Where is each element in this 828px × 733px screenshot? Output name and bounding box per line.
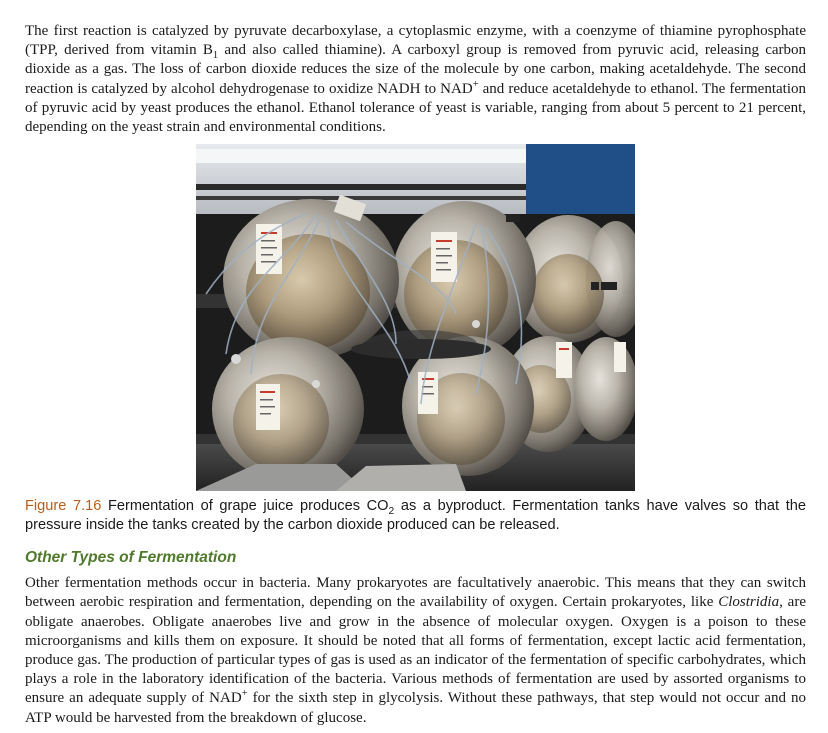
fermentation-tanks-photo bbox=[196, 144, 635, 491]
paragraph-text: and reduce acetaldehyde to ethanol. The fermentation of pyruvic acid by yeast produces the ethanol. Ethanol tolerance of yeast is variable, ranging from about 5 percent to 21 percent, depending on the yeast strain and environmental conditions. bbox=[25, 80, 806, 136]
fermentation-tanks-illustration bbox=[196, 144, 635, 491]
paragraph-text: The first reaction is catalyzed by pyruvate decarboxylase, a cytoplasmic enzyme, with a coenzyme of thiamine pyrophosphate (TPP, derived from vitamin B bbox=[25, 23, 806, 59]
paragraph-text: Other fermentation methods occur in bacteria. Many prokaryotes are facultatively anaerobic. This means that they can switch between aerobic respiration and fermentation, depending on the availability of oxygen. Certain prokaryotes, like bbox=[25, 575, 806, 611]
textbook-page bbox=[25, 22, 806, 728]
paragraph-other-fermentation bbox=[25, 574, 806, 728]
paragraph-text: , are obligate anaerobes. Obligate anaerobes live and grow in the absence of molecular oxygen. Oxygen is a poison to these microorganisms and kills them on exposure. It should be noted that all forms of fermentation, except lactic acid fermentation, produce gas. The production of particular types of gas is used as an indicator of the fermentation of specific carbohydrates, which plays a role in the laboratory identification of the bacteria. Various methods of fermentation are used by assorted organisms to ensure an adequate supply of NAD bbox=[25, 594, 806, 707]
italic-term: Clostridia bbox=[718, 594, 780, 611]
paragraph-text: for the sixth step in glycolysis. Without these pathways, that step would not occur and no ATP would be harvested from the breakdown of glucose. bbox=[25, 690, 806, 726]
caption-text: as a byproduct. Fermentation tanks have valves so that the pressure inside the tanks created by the carbon dioxide produced can be released. bbox=[25, 498, 806, 533]
paragraph-pyruvate-reactions bbox=[25, 22, 806, 137]
subscript: 1 bbox=[212, 50, 219, 62]
subscript: 2 bbox=[388, 506, 395, 518]
caption-text: Fermentation of grape juice produces CO bbox=[101, 498, 389, 515]
superscript: + bbox=[472, 78, 479, 90]
superscript: + bbox=[241, 688, 248, 700]
section-heading: Other Types of Fermentation bbox=[25, 549, 237, 567]
figure-label: Figure 7.16 bbox=[25, 498, 102, 515]
paragraph-text: and also called thiamine). A carboxyl group is removed from pyruvic acid, releasing carbon dioxide as a gas. The loss of carbon dioxide reduces the size of the molecule by one carbon, making acetaldehyde. The second reaction is catalyzed by alcohol dehydrogenase to oxidize NADH to NAD bbox=[25, 42, 807, 97]
figure-caption bbox=[25, 497, 806, 534]
